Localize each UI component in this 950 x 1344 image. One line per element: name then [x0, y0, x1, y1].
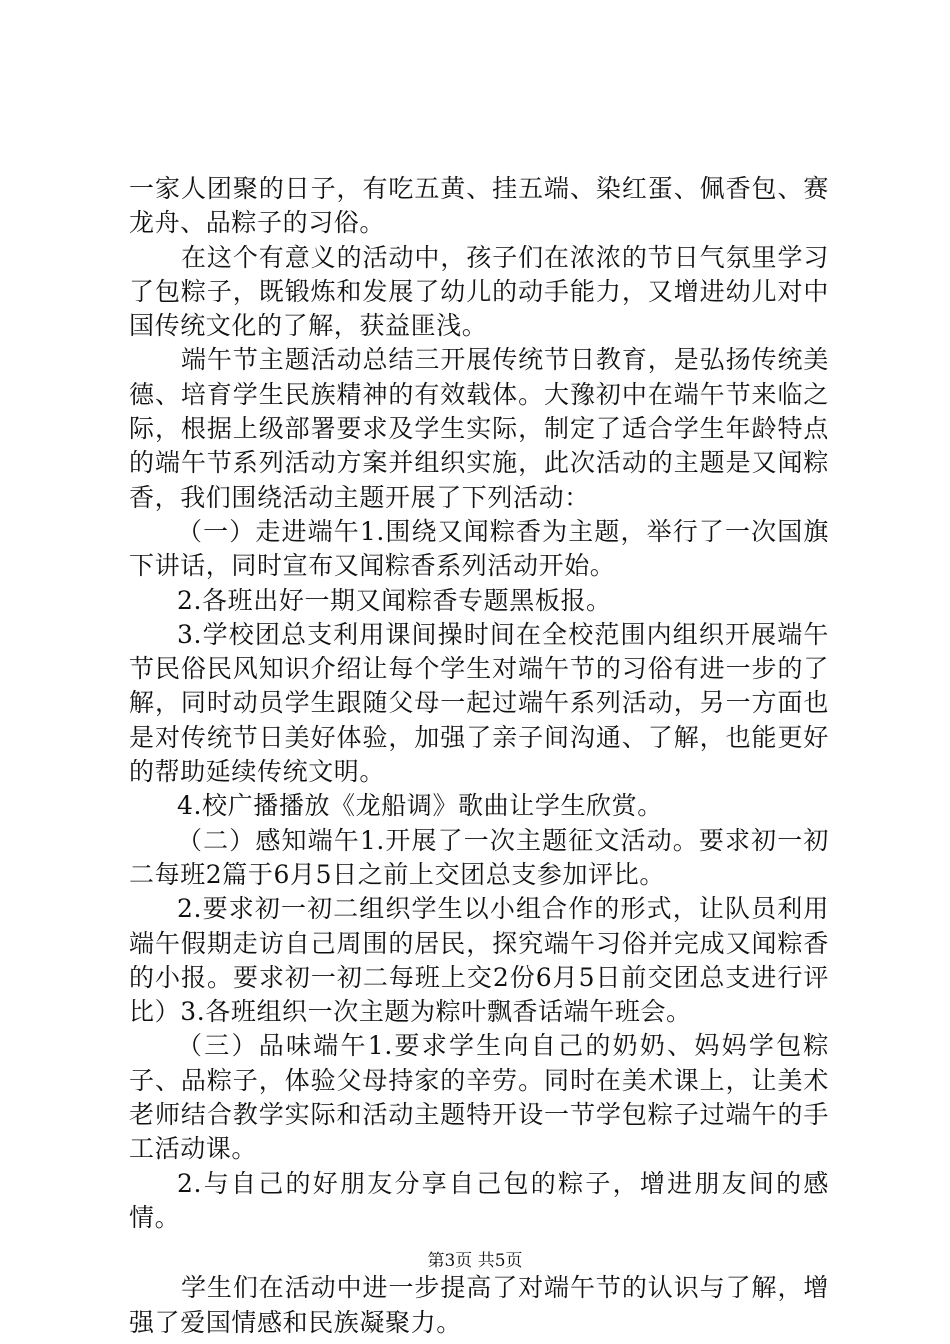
paragraph-3: 端午节主题活动总结三开展传统节日教育，是弘扬传统美德、培育学生民族精神的有效载体。大豫初中在端午节来临之际，根据上级部署要求及学生实际，制定了适合学生年龄特点的端午节系列活动方案并组织实施，此次活动的主题是又闻粽香，我们围绕活动主题开展了下列活动： — [129, 345, 829, 512]
body-text — [129, 172, 829, 1340]
paragraph-8: （二）感知端午1.开展了一次主题征文活动。要求初一初二每班2篇于6月5日之前上交团总支参加评比。 — [129, 825, 829, 889]
paragraph-9: 2.要求初一初二组织学生以小组合作的形式，让队员利用端午假期走访自己周围的居民，探究端午习俗并完成又闻粽香的小报。要求初一初二每班上交2份6月5日前交团总支进行评比）3.各班组织一次主题为粽叶飘香话端午班会。 — [129, 894, 829, 1027]
paragraph-12: 学生们在活动中进一步提高了对端午节的认识与了解，增强了爱国情感和民族凝聚力。 — [129, 1273, 829, 1337]
paragraph-1: 一家人团聚的日子，有吃五黄、挂五端、染红蛋、佩香包、赛龙舟、品粽子的习俗。 — [129, 174, 829, 238]
paragraph-6: 3.学校团总支利用课间操时间在全校范围内组织开展端午节民俗民风知识介绍让每个学生对端午节的习俗有进一步的了解，同时动员学生跟随父母一起过端午系列活动，另一方面也是对传统节日美好体验，加强了亲子间沟通、了解，也能更好的帮助延续传统文明。 — [129, 619, 829, 787]
paragraph-4: （一）走进端午1.围绕又闻粽香为主题，举行了一次国旗下讲话，同时宣布又闻粽香系列活动开始。 — [129, 516, 829, 581]
paragraph-2: 在这个有意义的活动中，孩子们在浓浓的节日气氛里学习了包粽子，既锻炼和发展了幼儿的动手能力，又增进幼儿对中国传统文化的了解，获益匪浅。 — [129, 242, 829, 341]
paragraph-10: （三）品味端午1.要求学生向自己的奶奶、妈妈学包粽子、品粽子，体验父母持家的辛劳。同时在美术课上，让美术老师结合教学实际和活动主题特开设一节学包粽子过端午的手工活动课。 — [129, 1031, 829, 1164]
page-footer: 第3页 共5页 — [427, 1251, 523, 1271]
paragraph-11: 2.与自己的好朋友分享自己包的粽子，增进朋友间的感情。 — [129, 1168, 829, 1232]
paragraph-5: 2.各班出好一期又闻粽香专题黑板报。 — [177, 585, 612, 615]
paragraph-7: 4.校广播播放《龙船调》歌曲让学生欣赏。 — [177, 791, 663, 821]
